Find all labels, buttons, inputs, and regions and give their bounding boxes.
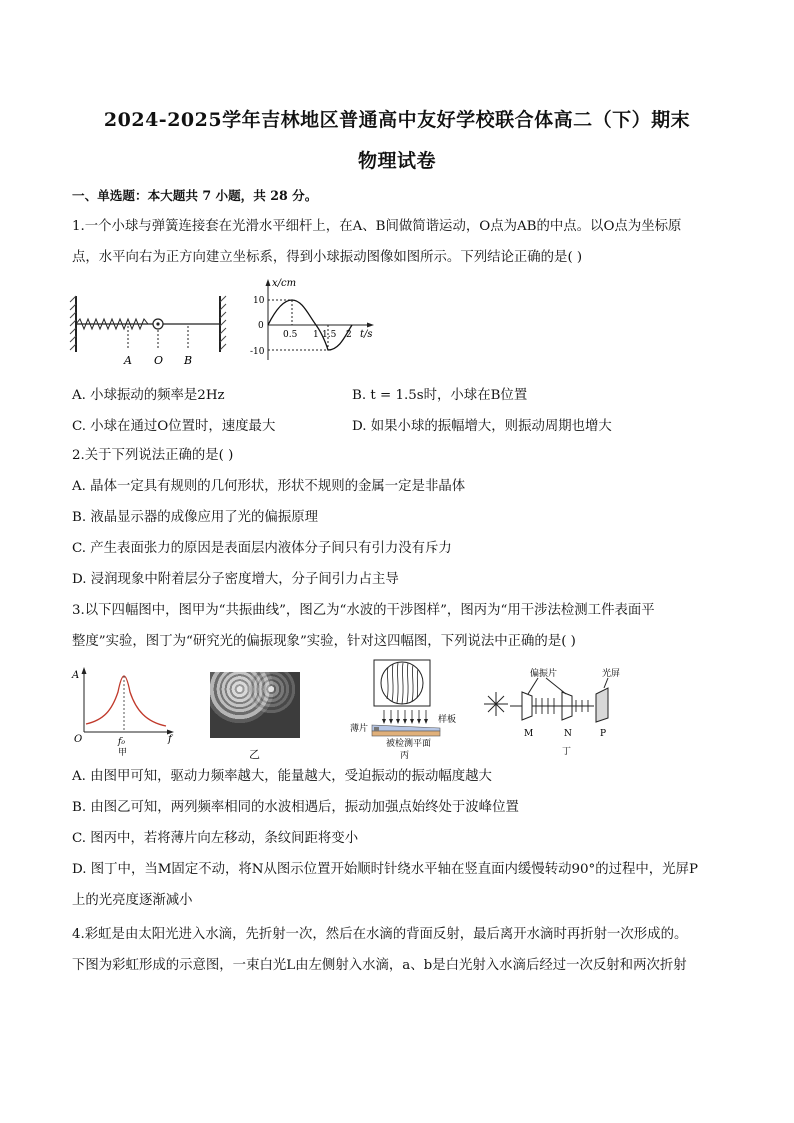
q3-option-b: B. 由图乙可知，两列频率相同的水波相遇后，振动加强点始终处于波峰位置: [72, 800, 519, 815]
x-tick-1: 1: [313, 330, 319, 340]
q1-stem-line2: 点，水平向右为正方向建立坐标系，得到小球振动图像如图所示。下列结论正确的是( ): [72, 250, 583, 265]
q3-stem-line2: 整度”实验，图丁为“研究光的偏振现象”实验，针对这四幅图，下列说法中正确的是( ): [72, 634, 576, 649]
q2-option-c: C. 产生表面张力的原因是表面层内液体分子间只有引力没有斥力: [72, 541, 452, 556]
exam-title-line2: 物理试卷: [357, 150, 436, 172]
jia-O-label: O: [74, 734, 83, 745]
q3-fig-bing-flatness-test: [350, 658, 470, 760]
y-axis-label: x/cm: [272, 278, 297, 289]
ding-polarizer-label: 偏振片: [530, 669, 558, 679]
x-tick-0.5: 0.5: [283, 330, 298, 340]
q4-stem-line2: 下图为彩虹形成的示意图，一束白光L由左侧射入水滴，a、b是白光射入水滴后经过一次反射和两次折射: [72, 958, 687, 973]
q3-fig-ding-polarization: [478, 664, 638, 764]
y-tick-0: 0: [258, 321, 264, 331]
label-A: A: [124, 354, 132, 367]
ding-M-label: M: [524, 729, 534, 739]
q2-option-a: A. 晶体一定具有规则的几何形状，形状不规则的金属一定是非晶体: [72, 479, 466, 494]
q2-option-b: B. 液晶显示器的成像应用了光的偏振原理: [72, 510, 318, 525]
x-tick-2: 2: [346, 330, 352, 340]
q1-option-d: D. 如果小球的振幅增大，则振动周期也增大: [352, 419, 612, 434]
q3-option-d-line1: D. 图丁中，当M固定不动，将N从图示位置开始顺时针绕水平轴在竖直面内缓慢转动90°的过程中，光屏P: [72, 862, 698, 877]
q3-fig-yi-interference-photo: [210, 672, 300, 738]
jia-f-label: f: [168, 734, 172, 745]
label-B: B: [184, 354, 193, 367]
q1-option-a: A. 小球振动的频率是2Hz: [72, 388, 225, 403]
q1-stem-line1: 1.一个小球与弹簧连接套在光滑水平细杆上，在A、B间做简谐运动，O点为AB的中点。以O点为坐标原: [72, 219, 682, 234]
q1-option-c: C. 小球在通过O位置时，速度最大: [72, 419, 276, 434]
q3-option-d-line2: 上的光亮度逐渐减小: [72, 893, 193, 908]
bing-thin-label: 薄片: [350, 724, 369, 734]
bing-caption: 丙: [400, 751, 410, 760]
jia-A-label: A: [72, 670, 80, 681]
bing-tested-label: 被检测平面: [386, 739, 432, 749]
yi-caption: 乙: [249, 748, 260, 761]
q2-option-d: D. 浸润现象中附着层分子密度增大，分子间引力占主导: [72, 572, 399, 587]
q4-stem-line1: 4.彩虹是由太阳光进入水滴，先折射一次，然后在水滴的背面反射，最后离开水滴时再折射一次形成的。: [72, 927, 688, 942]
q1-vibration-graph: [250, 276, 380, 362]
ding-caption: 丁: [562, 747, 572, 757]
y-tick-neg10: -10: [250, 347, 265, 357]
q1-option-b: B. t = 1.5s时，小球在B位置: [352, 388, 528, 403]
ding-screen-label: 光屏: [602, 669, 621, 679]
resonance-curve: [86, 676, 166, 726]
x-axis-label: t/s: [360, 329, 373, 340]
ding-N-label: N: [564, 729, 572, 739]
q2-stem: 2.关于下列说法正确的是( ): [72, 448, 234, 463]
ding-P-label: P: [600, 729, 607, 739]
y-tick-10: 10: [253, 296, 265, 306]
q1-spring-figure: [66, 290, 236, 372]
bing-sample-label: 样板: [438, 715, 457, 725]
q3-option-c: C. 图丙中，若将薄片向左移动，条纹间距将变小: [72, 831, 359, 846]
jia-caption: 甲: [118, 748, 128, 756]
natural-light-icon: [484, 692, 508, 716]
exam-title-line1: 2024-2025学年吉林地区普通高中友好学校联合体高二（下）期末: [103, 109, 691, 131]
x-tick-1.5: 1.5: [322, 330, 337, 340]
q3-fig-jia-resonance: [70, 664, 180, 756]
label-O: O: [154, 354, 164, 367]
q3-option-a: A. 由图甲可知，驱动力频率越大，能量越大，受迫振动的振动幅度越大: [72, 769, 492, 784]
section-heading: 一、单选题：本大题共 7 小题，共 28 分。: [72, 188, 318, 203]
jia-f0-label: f₀: [118, 737, 125, 747]
q3-stem-line1: 3.以下四幅图中，图甲为“共振曲线”，图乙为“水波的干涉图样”，图丙为“用干涉法检测工件表面平: [72, 603, 655, 618]
